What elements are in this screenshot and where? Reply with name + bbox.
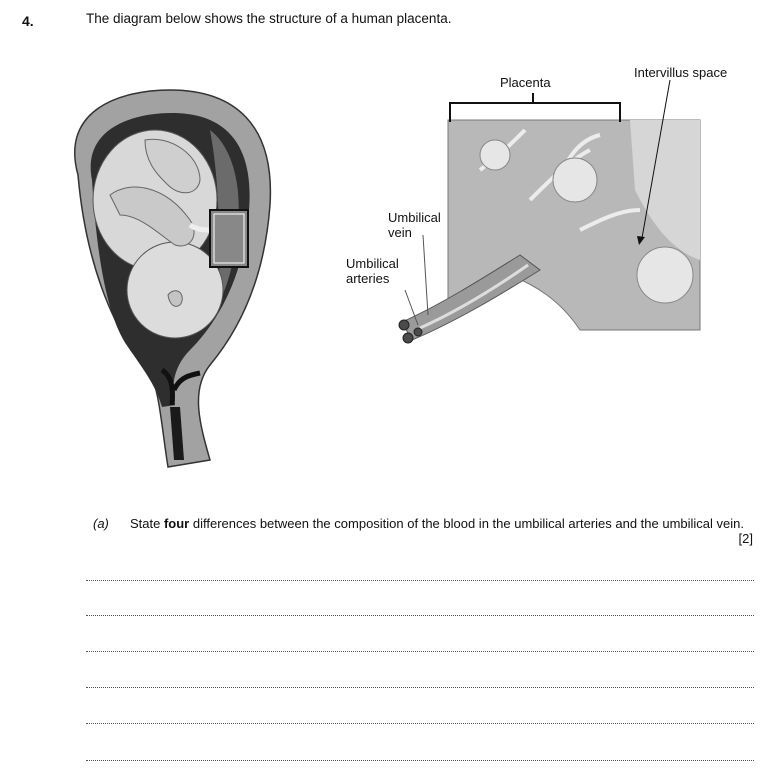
label-umbilical-arteries: Umbilical arteries bbox=[346, 256, 399, 286]
fetus-head bbox=[127, 242, 223, 338]
vein-pointer bbox=[423, 235, 428, 315]
answer-line[interactable] bbox=[86, 760, 754, 761]
question-number: 4. bbox=[22, 13, 34, 29]
zoom-box bbox=[210, 210, 248, 267]
answer-line[interactable] bbox=[86, 723, 754, 724]
part-a-label: (a) bbox=[93, 516, 109, 531]
label-umbilical-vein: Umbilical vein bbox=[388, 210, 441, 240]
placenta-bracket bbox=[450, 93, 620, 122]
answer-line[interactable] bbox=[86, 687, 754, 688]
label-placenta: Placenta bbox=[500, 75, 551, 90]
marks-indicator: [2] bbox=[738, 531, 753, 546]
part-a-question: State four differences between the composition of the blood in the umbilical arteries and the umbilical vein. bbox=[130, 516, 744, 531]
uterus-fetus-illustration bbox=[50, 85, 282, 470]
answer-line[interactable] bbox=[86, 615, 754, 616]
label-intervillus-space: Intervillus space bbox=[634, 65, 728, 80]
answer-line[interactable] bbox=[86, 651, 754, 652]
answer-line[interactable] bbox=[86, 580, 754, 581]
question-intro: The diagram below shows the structure of a human placenta. bbox=[86, 11, 452, 26]
